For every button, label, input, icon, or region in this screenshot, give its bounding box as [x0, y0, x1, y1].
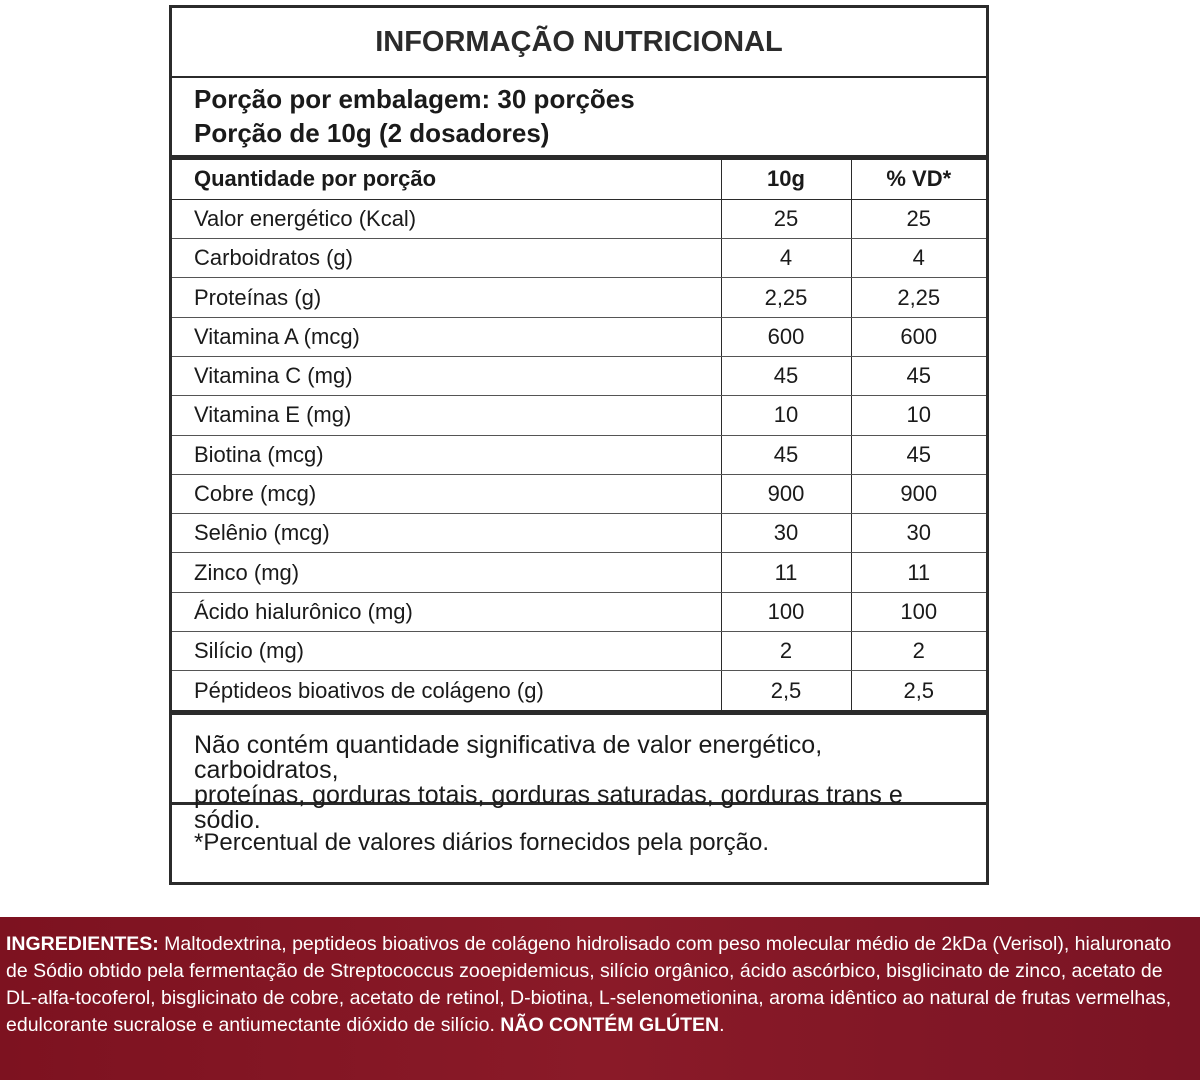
- portion-per-package: Porção por embalagem: 30 porções: [194, 84, 635, 114]
- nutrient-name: Proteínas (g): [172, 278, 721, 317]
- nutrient-amount: 30: [721, 514, 851, 553]
- nutrient-vd: 900: [851, 474, 986, 513]
- table-row: [172, 239, 986, 278]
- gluten-free-notice: NÃO CONTÉM GLÚTEN: [500, 1014, 720, 1036]
- nutrient-amount: 2,25: [721, 278, 851, 317]
- nutrient-amount: 100: [721, 592, 851, 631]
- nutrient-name: Péptideos bioativos de colágeno (g): [194, 677, 544, 703]
- nutrient-vd: 10: [851, 396, 986, 435]
- nutrient-vd: 600: [851, 317, 986, 356]
- nutrient-vd: 11: [851, 553, 986, 592]
- table-row: [172, 553, 986, 592]
- table-row: [172, 278, 986, 317]
- ingredients-text: Maltodextrina, peptideos bioativos de colágeno hidrolisado com peso molecular médio de 2kDa (Verisol), hialuronato de Sódio obtido pela fermentação de Streptococcus zooepidemicus, silício orgânico, ácido ascórbico, bisglicinato de zinco, acetato de DL-alfa-tocoferol, bisglicinato de cobre, acetato de retinol, D-biotina, L-selenometionina, aroma idêntico ao natural de frutas vermelhas, edulcorante sucralose e antiumectante dióxido de silício.: [6, 933, 1172, 1036]
- table-header-row: [172, 160, 986, 199]
- nutrient-name: Vitamina A (mcg): [172, 317, 721, 356]
- nutrient-vd: 2,5: [903, 677, 935, 703]
- header-quantity: Quantidade por porção: [172, 160, 721, 199]
- nutrient-amount: 4: [721, 239, 851, 278]
- table-row: [172, 435, 986, 474]
- table-row: [172, 317, 986, 356]
- nutrient-name: Zinco (mg): [172, 553, 721, 592]
- table-row: [172, 671, 986, 710]
- nutrition-facts-panel: [169, 5, 989, 885]
- nutrient-vd: 30: [851, 514, 986, 553]
- nutrient-vd: 2: [851, 632, 986, 671]
- nutrient-name: Biotina (mcg): [172, 435, 721, 474]
- insignificant-note: [172, 710, 986, 835]
- table-row: [172, 514, 986, 553]
- table-row: [172, 474, 986, 513]
- nutrient-vd: 2,25: [851, 278, 986, 317]
- ingredients-heading: INGREDIENTES:: [6, 933, 159, 955]
- nutrient-vd: 45: [851, 435, 986, 474]
- nutrient-vd: 100: [851, 592, 986, 631]
- ingredients-end: .: [719, 1014, 725, 1036]
- nutrient-amount: 11: [721, 553, 851, 592]
- nutrient-name: Vitamina C (mg): [172, 356, 721, 395]
- nutrient-amount: 45: [721, 356, 851, 395]
- table-row: [172, 396, 986, 435]
- nutrition-title: INFORMAÇÃO NUTRICIONAL: [172, 8, 986, 78]
- daily-value-footnote: *Percentual de valores diários fornecidos pela porção.: [194, 829, 770, 857]
- insignificant-note-line2: proteínas, gorduras totais, gorduras saturadas, gorduras trans e sódio.: [194, 781, 903, 835]
- nutrition-table: [172, 160, 986, 710]
- nutrient-name: Silício (mg): [172, 632, 721, 671]
- nutrient-amount: 10: [721, 396, 851, 435]
- nutrient-amount: 900: [721, 474, 851, 513]
- nutrient-amount: 600: [721, 317, 851, 356]
- nutrient-name: Selênio (mcg): [172, 514, 721, 553]
- insignificant-note-line1: Não contém quantidade significativa de valor energético, carboidratos,: [194, 731, 823, 785]
- nutrient-vd: 45: [851, 356, 986, 395]
- nutrient-vd: 25: [851, 199, 986, 238]
- nutrient-name: Carboidratos (g): [172, 239, 721, 278]
- nutrient-amount: 25: [721, 199, 851, 238]
- nutrient-name: Valor energético (Kcal): [172, 199, 721, 238]
- header-amount: 10g: [721, 160, 851, 199]
- ingredients-panel: [0, 917, 1200, 1080]
- table-row: [172, 592, 986, 631]
- table-row: [172, 356, 986, 395]
- portion-size: Porção de 10g (2 dosadores): [194, 118, 550, 148]
- nutrient-amount: 2: [721, 632, 851, 671]
- portion-info: [172, 78, 986, 160]
- table-row: [172, 199, 986, 238]
- nutrient-vd: 4: [851, 239, 986, 278]
- nutrient-amount: 2,5: [721, 671, 851, 710]
- nutrient-amount: 45: [721, 435, 851, 474]
- header-vd: % VD*: [851, 160, 986, 199]
- table-row: [172, 632, 986, 671]
- nutrient-name: Vitamina E (mg): [172, 396, 721, 435]
- nutrient-name: Ácido hialurônico (mg): [172, 592, 721, 631]
- nutrient-name: Cobre (mcg): [172, 474, 721, 513]
